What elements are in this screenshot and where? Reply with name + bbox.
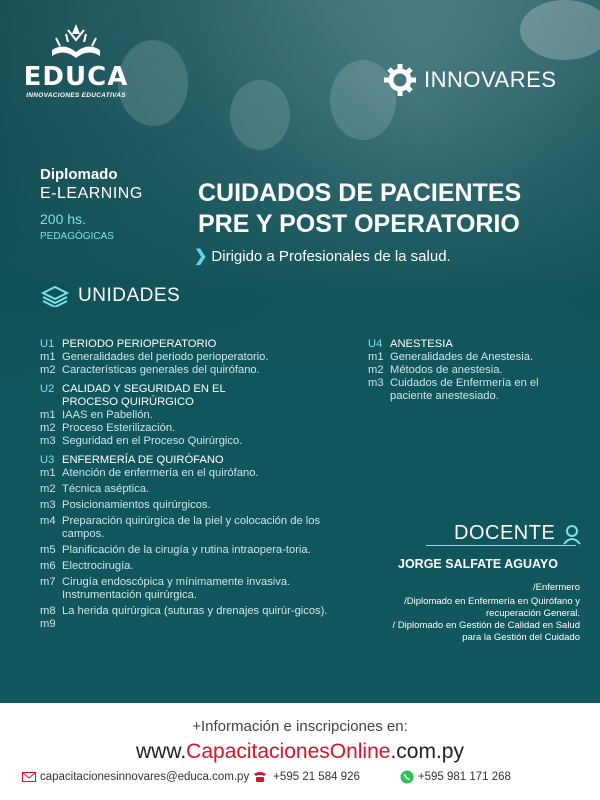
credential: / Diplomado en Gestión de Calidad en Salud para la Gestión del Cuidado (392, 620, 580, 643)
web-prefix: www. (135, 740, 187, 763)
surgeon-figure-center (230, 80, 290, 150)
module-code: m6 (40, 560, 56, 572)
units-column-left (40, 332, 330, 631)
phone-text: +595 21 584 926 (273, 771, 360, 783)
partner-name: INNOVARES (424, 67, 557, 92)
units-heading (40, 285, 180, 307)
info-line: +Información e inscripciones en: (192, 718, 408, 735)
unit-name: ANESTESIA (390, 338, 453, 350)
list-item (40, 515, 330, 541)
unit-code: U2 (40, 383, 55, 395)
module-name: Métodos de anestesia. (390, 364, 503, 376)
credential: /Diplomado en Enfermería en Quirófano y recuperación General. (404, 596, 580, 619)
module-name: IAAS en Pabellón. (62, 409, 153, 421)
module-code: m3 (40, 499, 56, 511)
list-item (40, 435, 330, 448)
module-code: m1 (40, 409, 56, 421)
diplomado-hours: 200 hs. (40, 211, 86, 227)
educa-logo (16, 20, 136, 100)
module-name: Características generales del quirófano. (62, 364, 260, 376)
module-name: Seguridad en el Proceso Quirúrgico. (62, 435, 243, 447)
web-brand: CapacitacionesOnline (186, 740, 391, 763)
list-item (40, 544, 330, 557)
course-title-line1: CUIDADOS DE PACIENTES (198, 179, 522, 207)
book-stack-icon (40, 285, 70, 307)
gear-icon (382, 62, 418, 98)
course-audience-text: Dirigido a Profesionales de la salud. (211, 247, 451, 265)
units-heading-text: UNIDADES (78, 285, 181, 306)
email-text: capacitacionesinnovares@educa.com.py (40, 771, 250, 783)
module-name: Atención de enfermería en el quirófano. (62, 467, 259, 479)
diplomado-mode: E-LEARNING (40, 185, 143, 202)
module-code: m1 (40, 467, 56, 479)
logo-tagline: INNOVACIONES EDUCATIVAS (26, 92, 126, 99)
book-icon (16, 20, 136, 64)
whatsapp-text: +595 981 171 268 (417, 771, 511, 783)
diplomado-title: Diplomado (40, 166, 118, 183)
module-name: Electrocirugía. (62, 560, 134, 572)
module-name: Preparación quirúrgica de la piel y colocación de los campos. (62, 515, 321, 540)
module-code-stack (40, 605, 62, 631)
mail-icon (22, 772, 36, 782)
module-code: m9 (40, 618, 56, 630)
list-item (40, 364, 330, 377)
list-item (40, 605, 330, 631)
list-item (368, 351, 568, 364)
course-title-line2: PRE Y POST OPERATORIO (198, 210, 520, 238)
chevron-right-icon: ❯ (194, 248, 208, 265)
list-item (40, 409, 330, 422)
unit-1 (40, 338, 330, 351)
module-code: m2 (40, 422, 56, 434)
credential: /Enfermero (533, 582, 580, 593)
list-item (368, 377, 568, 403)
whatsapp-contact[interactable] (400, 770, 511, 784)
docente-heading-text: DOCENTE (454, 522, 556, 544)
email-contact[interactable] (22, 771, 249, 783)
diplomado-hours-label: PEDAGÓGICAS (40, 231, 114, 242)
list-item (40, 499, 330, 512)
website-link[interactable] (0, 740, 600, 764)
list-item (40, 560, 330, 573)
whatsapp-icon (400, 770, 414, 784)
unit-code: U4 (368, 338, 383, 350)
list-item (40, 351, 330, 364)
module-code: m1 (40, 351, 56, 363)
contact-bar (22, 770, 592, 784)
unit-4 (368, 338, 568, 351)
module-name: Planificación de la cirugía y rutina intraopera-toria. (62, 544, 311, 556)
module-code: m2 (368, 364, 384, 376)
list-item (40, 483, 330, 496)
phone-contact[interactable] (253, 771, 360, 783)
unit-code: U1 (40, 338, 55, 350)
module-name: Cuidados de Enfermería en el paciente anestesiado. (390, 377, 539, 402)
module-name: Cirugía endoscópica y mínimamente invasiva. Instrumentación quirúrgica. (62, 576, 291, 601)
surgical-lamp (520, 0, 600, 60)
list-item (40, 576, 330, 602)
module-name: Generalidades del periodo perioperatorio. (62, 351, 269, 363)
list-item (368, 364, 568, 377)
user-icon (561, 523, 583, 545)
module-name: La herida quirúrgica (suturas y drenajes quirúr-gicos). (62, 605, 328, 617)
module-name: Técnica aséptica. (62, 483, 150, 495)
module-code: m2 (40, 483, 56, 495)
phone-icon (253, 771, 267, 783)
module-code: m8 (40, 605, 56, 617)
course-title (198, 178, 538, 240)
module-name: Proceso Esterilización. (62, 422, 176, 434)
list-item (40, 422, 330, 435)
module-code: m7 (40, 576, 56, 588)
innovares-logo (382, 62, 556, 98)
module-code: m3 (40, 435, 56, 447)
web-suffix: .com.py (390, 740, 464, 763)
module-code: m2 (40, 364, 56, 376)
docente-divider (426, 545, 576, 546)
units-column-right (368, 332, 568, 403)
module-name: Generalidades de Anestesia. (390, 351, 534, 363)
module-code: m3 (368, 377, 384, 389)
module-code: m1 (368, 351, 384, 363)
list-item (40, 467, 330, 480)
docente-credentials (340, 582, 580, 644)
docente-name: JORGE SALFATE AGUAYO (398, 557, 558, 571)
module-code: m5 (40, 544, 56, 556)
logo-name: EDUCA (23, 62, 129, 92)
docente-heading (454, 522, 583, 545)
unit-name: CALIDAD Y SEGURIDAD EN EL PROCESO QUIRÚRGICO (62, 383, 226, 408)
unit-3 (40, 454, 330, 467)
unit-name: ENFERMERÍA DE QUIRÓFANO (62, 454, 224, 466)
module-name: Posicionamientos quirúrgicos. (62, 499, 211, 511)
unit-code: U3 (40, 454, 55, 466)
course-audience (194, 246, 451, 266)
unit-2 (40, 383, 330, 409)
module-code: m4 (40, 515, 56, 527)
unit-name: PERIODO PERIOPERATORIO (62, 338, 217, 350)
